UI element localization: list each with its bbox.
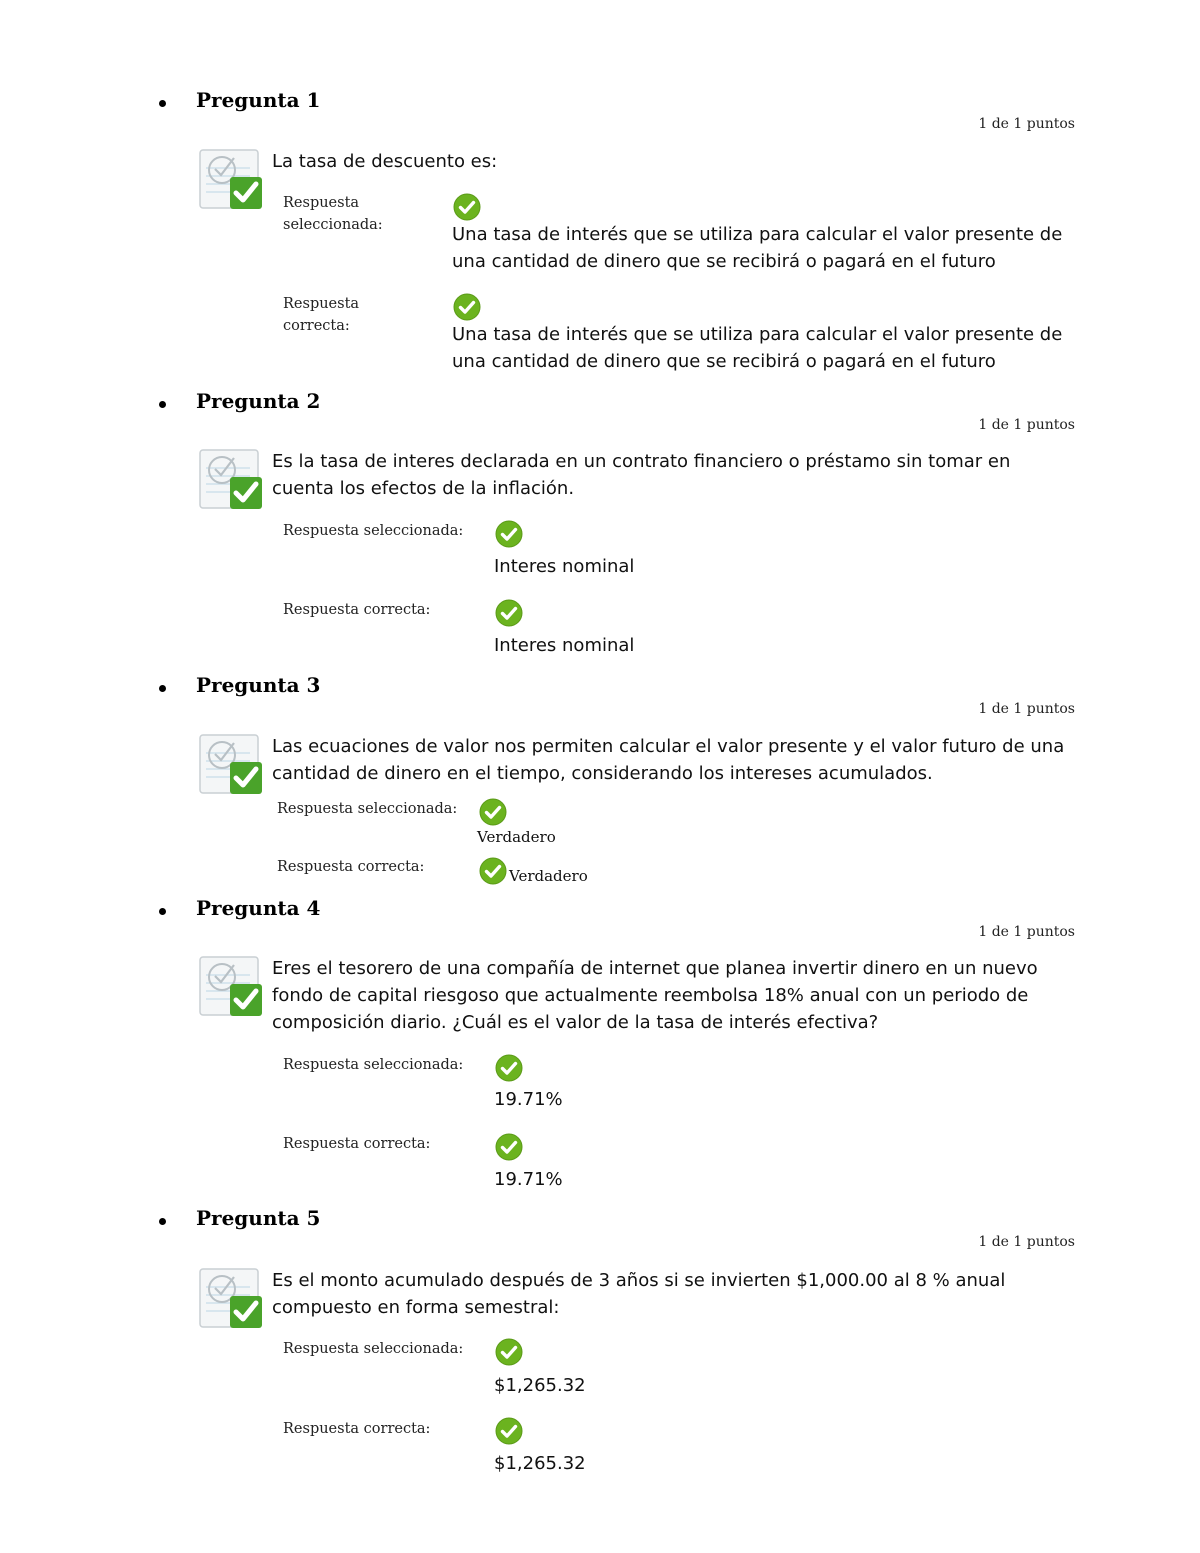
question-text: Las ecuaciones de valor nos permiten calcular el valor presente y el valor futuro de una cantidad de dinero en el tiempo, considerando los intereses acumulados. bbox=[272, 736, 1065, 784]
question-points: 1 de 1 puntos bbox=[978, 701, 1075, 717]
selected-answer: Interes nominal bbox=[494, 556, 635, 577]
check-circle-icon bbox=[495, 1417, 523, 1445]
correct-answer-label: Respuesta correcta: bbox=[283, 296, 360, 334]
bullet bbox=[159, 401, 166, 408]
bullet bbox=[159, 908, 166, 915]
correct-answer: 19.71% bbox=[494, 1169, 563, 1190]
selected-answer-label: Respuesta seleccionada: bbox=[283, 1341, 464, 1357]
check-circle-icon bbox=[495, 1338, 523, 1366]
check-circle-icon bbox=[495, 1133, 523, 1161]
selected-answer-label: Respuesta seleccionada: bbox=[283, 1057, 464, 1073]
bullet bbox=[159, 100, 166, 107]
correct-answer: $1,265.32 bbox=[494, 1453, 586, 1474]
question-title: Pregunta 2 bbox=[196, 389, 321, 413]
question-points: 1 de 1 puntos bbox=[978, 1234, 1075, 1250]
selected-answer-label: Respuesta seleccionada: bbox=[277, 801, 458, 817]
question-text: Es la tasa de interes declarada en un contrato financiero o préstamo sin tomar en cuenta los efectos de la inflación. bbox=[272, 451, 1011, 499]
correct-answer-label: Respuesta correcta: bbox=[283, 602, 431, 618]
question-title: Pregunta 4 bbox=[196, 896, 321, 920]
check-circle-icon bbox=[495, 1054, 523, 1082]
bullet bbox=[159, 1218, 166, 1225]
graded-correct-icon bbox=[198, 731, 264, 797]
question-points: 1 de 1 puntos bbox=[978, 116, 1075, 132]
selected-answer: 19.71% bbox=[494, 1089, 563, 1110]
question-title: Pregunta 1 bbox=[196, 88, 321, 112]
correct-answer: Verdadero bbox=[509, 867, 588, 885]
graded-correct-icon bbox=[198, 446, 264, 512]
graded-correct-icon bbox=[198, 953, 264, 1019]
check-circle-icon bbox=[453, 193, 481, 221]
correct-answer-label: Respuesta correcta: bbox=[277, 859, 425, 875]
question-text: Es el monto acumulado después de 3 años si se invierten $1,000.00 al 8 % anual compuesto en forma semestral: bbox=[272, 1270, 1006, 1318]
selected-answer-label: Respuesta seleccionada: bbox=[283, 195, 383, 233]
check-circle-icon bbox=[479, 857, 507, 885]
question-title: Pregunta 5 bbox=[196, 1206, 321, 1230]
question-title: Pregunta 3 bbox=[196, 673, 321, 697]
question-points: 1 de 1 puntos bbox=[978, 417, 1075, 433]
graded-correct-icon bbox=[198, 1265, 264, 1331]
check-circle-icon bbox=[495, 599, 523, 627]
question-text: La tasa de descuento es: bbox=[272, 151, 498, 172]
question-points: 1 de 1 puntos bbox=[978, 924, 1075, 940]
selected-answer: $1,265.32 bbox=[494, 1375, 586, 1396]
correct-answer: Una tasa de interés que se utiliza para calcular el valor presente de una cantidad de dinero que se recibirá o pagará en el futuro bbox=[452, 324, 1063, 372]
correct-answer-label: Respuesta correcta: bbox=[283, 1421, 431, 1437]
check-circle-icon bbox=[479, 798, 507, 826]
selected-answer: Una tasa de interés que se utiliza para calcular el valor presente de una cantidad de dinero que se recibirá o pagará en el futuro bbox=[452, 224, 1063, 272]
question-text: Eres el tesorero de una compañía de internet que planea invertir dinero en un nuevo fondo de capital riesgoso que actualmente reembolsa 18% anual con un periodo de composición diario. ¿Cuál es el valor de la tasa de interés efectiva? bbox=[272, 958, 1038, 1033]
check-circle-icon bbox=[453, 293, 481, 321]
check-circle-icon bbox=[495, 520, 523, 548]
correct-answer-label: Respuesta correcta: bbox=[283, 1136, 431, 1152]
correct-answer: Interes nominal bbox=[494, 635, 635, 656]
selected-answer: Verdadero bbox=[477, 828, 556, 846]
bullet bbox=[159, 685, 166, 692]
graded-correct-icon bbox=[198, 146, 264, 212]
selected-answer-label: Respuesta seleccionada: bbox=[283, 523, 464, 539]
